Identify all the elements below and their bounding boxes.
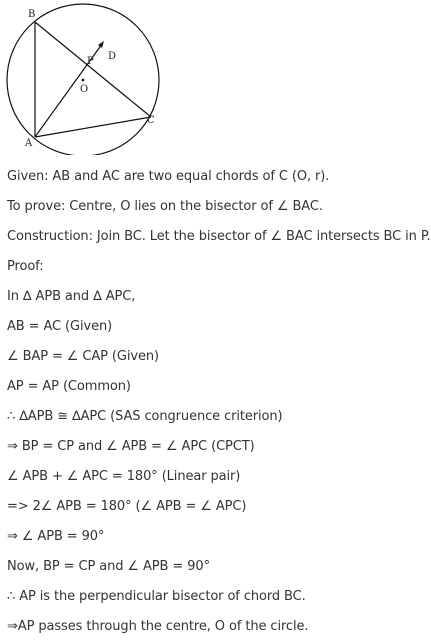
proof-step: ⇒ BP = CP and ∠ APB = ∠ APC (CPCT): [7, 439, 255, 454]
given-line: Given: AB and AC are two equal chords of C (O, r).: [7, 169, 330, 184]
label-b: B: [28, 9, 36, 20]
proof-step: ∴ AP is the perpendicular bisector of chord BC.: [7, 589, 306, 604]
proof-step: => 2∠ APB = 180° (∠ APB = ∠ APC): [7, 499, 247, 514]
proof-step: AB = AC (Given): [7, 319, 113, 334]
proof-step: ∠ BAP = ∠ CAP (Given): [7, 349, 159, 364]
label-o: O: [80, 84, 89, 95]
centre-point: [82, 79, 85, 82]
label-p: P: [87, 56, 94, 67]
geometry-figure: [0, 0, 170, 155]
label-d: D: [108, 51, 117, 62]
construction-line: Construction: Join BC. Let the bisector of ∠ BAC intersects BC in P.: [7, 229, 431, 244]
label-c: C: [147, 115, 155, 126]
label-a: A: [25, 138, 33, 149]
to-prove-line: To prove: Centre, O lies on the bisector of ∠ BAC.: [7, 199, 323, 214]
circle-diagram: [0, 0, 170, 155]
conclusion-line: ⇒AP passes through the centre, O of the circle.: [7, 619, 309, 634]
proof-text: [7, 163, 431, 643]
proof-step: ∠ APB + ∠ APC = 180° (Linear pair): [7, 469, 241, 484]
proof-heading: Proof:: [7, 259, 44, 274]
chord-bc: [35, 22, 151, 117]
chord-ac: [35, 117, 151, 137]
proof-step: ∴ ∆APB ≅ ∆APC (SAS congruence criterion): [7, 409, 283, 424]
proof-step: Now, BP = CP and ∠ APB = 90°: [7, 559, 210, 574]
proof-step: AP = AP (Common): [7, 379, 131, 394]
proof-step: In ∆ APB and ∆ APC,: [7, 289, 136, 304]
arrow-head: [98, 41, 104, 48]
proof-step: ⇒ ∠ APB = 90°: [7, 529, 105, 544]
